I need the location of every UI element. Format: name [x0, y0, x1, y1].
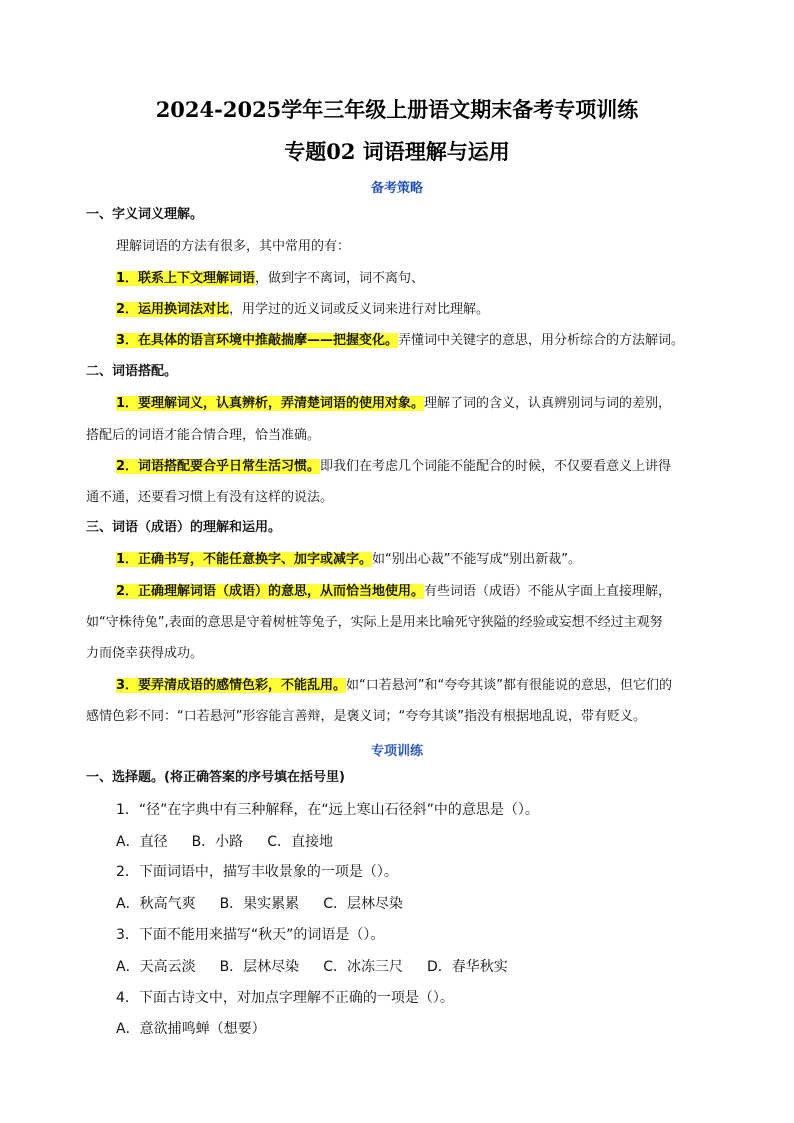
section-1-point-2 [116, 300, 714, 320]
section-2-point-2-cont: 通不通，还要看习惯上有没有这样的说法。 [86, 490, 334, 505]
option-b[interactable]: B．小路 [191, 834, 244, 850]
point-text: 弄懂词中关键字的意思，用分析综合的方法解词。 [398, 333, 685, 348]
point-text: 如“口若悬河”和“夸夸其谈”都有很能说的意思，但它们的 [346, 678, 672, 693]
option-c[interactable]: C．直接地 [267, 834, 333, 850]
section-3-point-1 [116, 550, 714, 570]
question-3-options [116, 957, 714, 977]
point-text: 如“别出心裁”不能写成“别出新裁”。 [372, 552, 581, 567]
section-1-point-3 [116, 331, 714, 351]
section-3-point-2 [116, 582, 714, 602]
option-d[interactable]: D．春华秋实 [426, 959, 508, 975]
point-text: ，做到字不离词，词不离句、 [255, 271, 425, 286]
highlight-text: 3．要弄清成语的感情色彩，不能乱用。 [116, 678, 347, 693]
section-1-point-1 [116, 269, 714, 289]
training-heading: 专项训练 [370, 744, 423, 759]
document-title: 2024-2025学年三年级上册语文期末备考专项训练 [155, 97, 639, 122]
option-a[interactable]: A．意欲捕鸣蝉（想要） [116, 1021, 266, 1037]
section-2-point-2 [116, 457, 714, 477]
highlight-text: 1．联系上下文理解词语 [116, 271, 256, 286]
option-a[interactable]: A．秋高气爽 [116, 896, 196, 912]
option-b[interactable]: B．果实累累 [219, 896, 300, 912]
question-2-stem: 2．下面词语中，描写丰收景象的一项是（）。 [116, 864, 398, 880]
option-c[interactable]: C．冰冻三尺 [323, 959, 403, 975]
option-a[interactable]: A．天高云淡 [116, 959, 196, 975]
document-subtitle: 专题02 词语理解与运用 [284, 139, 510, 164]
highlight-text: 1．要理解词义，认真辨析，弄清楚词语的使用对象。 [116, 396, 425, 411]
section-2-heading: 二、词语搭配。 [86, 364, 178, 379]
question-3-stem: 3．下面不能用来描写“秋天”的词语是（）。 [116, 927, 385, 943]
point-text: 理解了词的含义，认真辨别词与词的差别， [424, 396, 672, 411]
section-2-point-1 [116, 394, 714, 414]
point-text: 即我们在考虑几个词能不能配合的时候，不仅要看意义上讲得 [320, 459, 672, 474]
point-text: ，用学过的近义词或反义词来进行对比理解。 [229, 302, 490, 317]
section-2-point-1-cont: 搭配后的词语才能合情合理，恰当准确。 [86, 428, 321, 443]
section-3-point-2-cont-2: 力而侥幸获得成功。 [86, 646, 204, 661]
option-c[interactable]: C．层林尽染 [323, 896, 403, 912]
section-3-point-3 [116, 676, 714, 696]
highlight-text: 2．词语搭配要合乎日常生活习惯。 [116, 459, 321, 474]
option-b[interactable]: B．层林尽染 [219, 959, 300, 975]
highlight-text: 2．运用换词法对比 [116, 302, 230, 317]
option-a[interactable]: A．直径 [116, 834, 168, 850]
question-section-heading: 一、选择题。(将正确答案的序号填在括号里) [86, 770, 345, 785]
question-2-options [116, 894, 714, 914]
highlight-text: 1．正确书写，不能任意换字、加字或减字。 [116, 552, 373, 567]
question-1-options [116, 832, 714, 852]
section-3-point-3-cont: 感情色彩不同：“口若悬河”形容能言善辩，是褒义词；“夸夸其谈”指没有根据地乱说，带有贬义。 [86, 709, 646, 724]
question-1-stem: 1．“径”在字典中有三种解释，在“远上寒山石径斜”中的意思是（）。 [116, 802, 539, 818]
section-1-intro: 理解词语的方法有很多，其中常用的有： [116, 239, 351, 254]
section-3-heading: 三、词语（成语）的理解和运用。 [86, 520, 282, 535]
strategy-heading: 备考策略 [370, 181, 423, 196]
point-text: 有些词语（成语）不能从字面上直接理解， [424, 584, 672, 599]
highlight-text: 2．正确理解词语（成语）的意思，从而恰当地使用。 [116, 584, 425, 599]
highlight-text: 3．在具体的语言环境中推敲揣摩——把握变化。 [116, 333, 399, 348]
question-4-stem: 4．下面古诗文中，对加点字理解不正确的一项是（）。 [116, 990, 454, 1006]
question-4-options [116, 1019, 714, 1039]
section-3-point-2-cont-1: 如“守株待兔”,表面的意思是守着树桩等兔子，实际上是用来比喻死守狭隘的经验或妄想不经过主观努 [86, 615, 663, 630]
section-1-heading: 一、字义词义理解。 [86, 207, 204, 222]
